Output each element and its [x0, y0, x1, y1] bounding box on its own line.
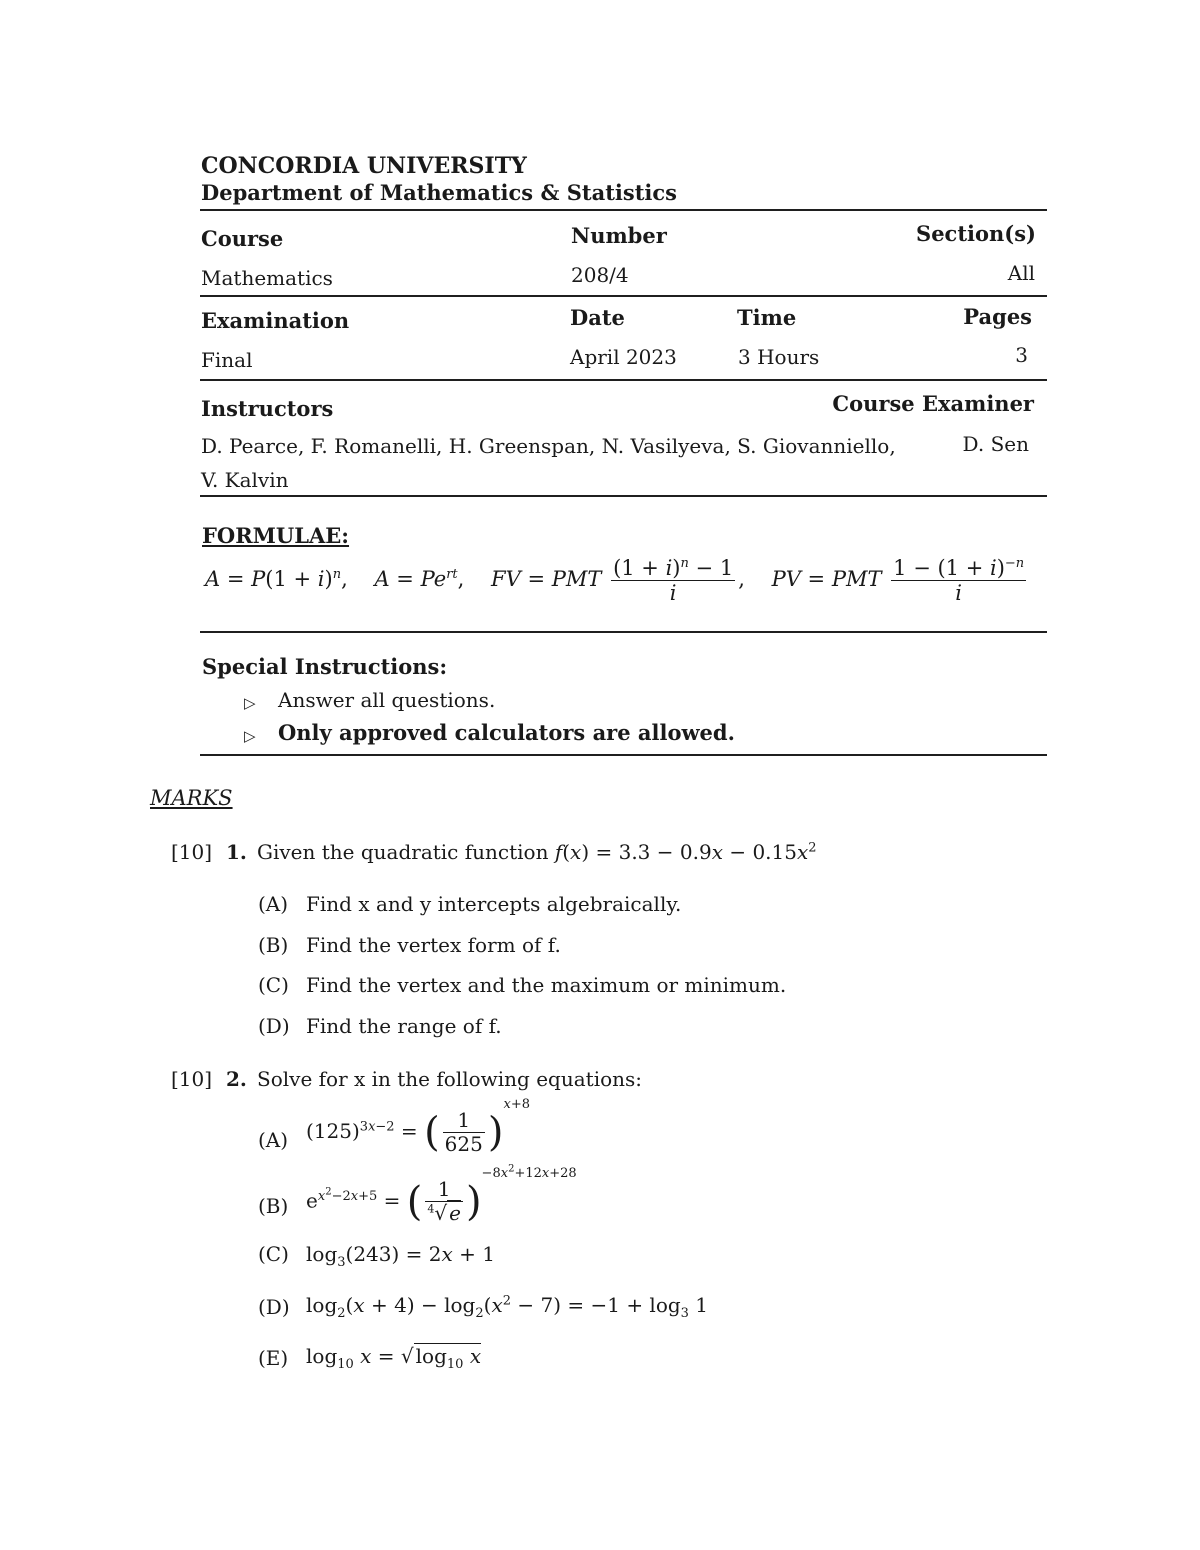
divider: [200, 631, 1047, 633]
examiner-label: Course Examiner: [832, 391, 1034, 416]
equation-c: $\log_3(243) = 2x + 1$: [306, 1242, 495, 1270]
examiner-value: D. Sen: [962, 432, 1029, 456]
question-1-function: $f(x) = 3.3 - 0.9x - 0.15x^2$: [554, 840, 817, 864]
examination-value: Final: [201, 348, 253, 372]
question-1-part-label: (A): [258, 892, 289, 916]
question-2-marks: [10]: [171, 1067, 213, 1091]
date-label: Date: [570, 305, 625, 330]
bullet-icon: ▷: [244, 694, 256, 712]
number-value: 208/4: [571, 263, 629, 287]
formulae-line: $A = P(1 + i)^n$, $A = Pe^{rt}$, FV = PMT $\frac{(1 + i)^n - 1}{i}$ , PV = PMT $\frac{1 - (1 + i)^{-n}}{i}$: [205, 556, 1025, 606]
examination-label: Examination: [201, 308, 350, 333]
question-2-part-label: (D): [258, 1295, 290, 1319]
date-value: April 2023: [570, 345, 677, 369]
pages-label: Pages: [963, 304, 1032, 329]
instruction-item: Only approved calculators are allowed.: [278, 720, 735, 745]
question-1-part-text: Find the range of f.: [306, 1014, 502, 1038]
course-label: Course: [201, 226, 284, 251]
department-name: Department of Mathematics & Statistics: [201, 180, 677, 205]
question-1-intro: Given the quadratic function: [257, 840, 549, 864]
question-2-part-label: (E): [258, 1346, 289, 1370]
number-label: Number: [571, 223, 667, 248]
equation-b: $e^{x^2-2x+5}$ = ( $\frac{1}{^4√ e}$ )$^{-8x^2+12x+28}$: [306, 1164, 577, 1226]
question-2-part-label: (B): [258, 1194, 289, 1218]
question-2-part-label: (C): [258, 1242, 289, 1266]
instructors-line-2: V. Kalvin: [201, 468, 289, 492]
divider: [200, 379, 1047, 381]
question-1-number: 1.: [226, 840, 247, 864]
equation-a: $(125)^{3x-2}$ = ( $\frac{1}{625}$ )$^{x+8}$: [306, 1097, 530, 1156]
formulae-heading: FORMULAE:: [202, 523, 350, 548]
equation-e: $\log_{10} x$ = √ $\log_{10} x$: [306, 1344, 482, 1372]
university-name: CONCORDIA UNIVERSITY: [201, 153, 527, 179]
question-2-text: Solve for x in the following equations:: [257, 1067, 643, 1091]
instructors-label: Instructors: [201, 396, 334, 421]
time-value: 3 Hours: [738, 345, 820, 369]
course-value: Mathematics: [201, 266, 333, 290]
sections-label: Section(s): [916, 221, 1036, 246]
equation-d: $\log_2(x + 4) - \log_2(x^2 - 7) = -1 + \log_3 1$: [306, 1293, 709, 1321]
question-2-part-label: (A): [258, 1128, 289, 1152]
instructors-line-1: D. Pearce, F. Romanelli, H. Greenspan, N. Vasilyeva, S. Giovanniello,: [201, 434, 896, 458]
question-1-part-text: Find the vertex and the maximum or minimum.: [306, 973, 787, 997]
question-1-part-text: Find x and y intercepts algebraically.: [306, 892, 682, 916]
question-1-part-label: (B): [258, 933, 289, 957]
instruction-item: Answer all questions.: [278, 688, 496, 712]
question-1-part-label: (D): [258, 1014, 290, 1038]
divider: [200, 754, 1047, 756]
time-label: Time: [737, 305, 797, 330]
bullet-icon: ▷: [244, 727, 256, 745]
divider: [200, 495, 1047, 497]
question-1-text: [257, 840, 817, 864]
pages-value: 3: [1015, 343, 1028, 367]
question-1-part-label: (C): [258, 973, 289, 997]
question-1-part-text: Find the vertex form of f.: [306, 933, 561, 957]
sections-value: All: [1007, 261, 1035, 285]
marks-heading: MARKS: [150, 786, 233, 810]
special-instructions-heading: Special Instructions:: [202, 654, 448, 679]
question-1-marks: [10]: [171, 840, 213, 864]
divider: [200, 295, 1047, 297]
question-2-number: 2.: [226, 1067, 247, 1091]
divider: [200, 209, 1047, 211]
